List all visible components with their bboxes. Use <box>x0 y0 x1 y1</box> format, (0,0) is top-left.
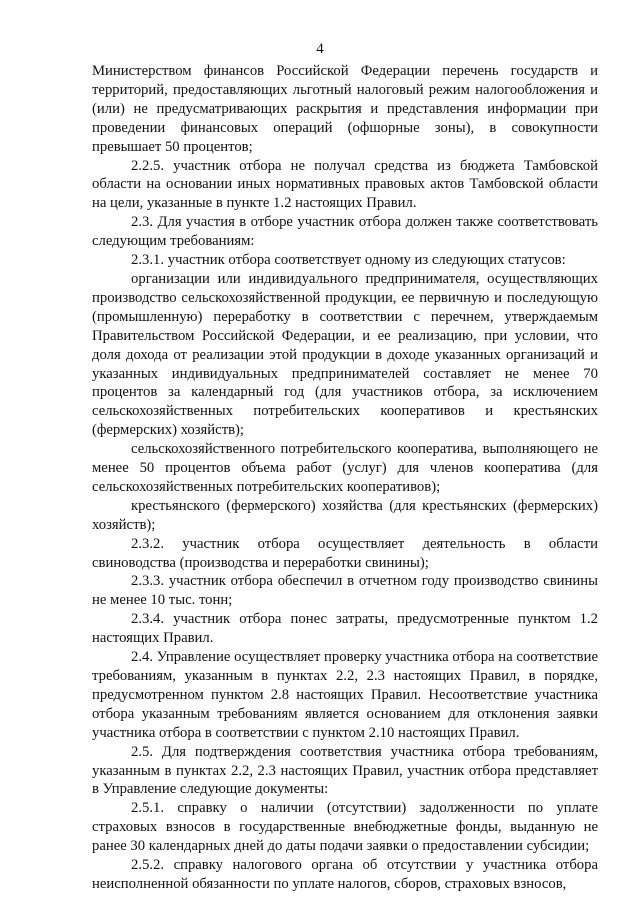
paragraph-2-4: 2.4. Управление осуществляет проверку участника отбора на соответствие требованиям, указанным в пунктах 2.2, 2.3 настоящих Правил, в порядке, предусмотренном пунктом 2.8 настоящих Правил. Несоответствие участника отбора указанным требованиям является основанием для отклонения заявки участника отбора в соответствии с пунктом 2.10 настоящих Правил. <box>92 649 598 741</box>
paragraph-2-5: 2.5. Для подтверждения соответствия участника отбора требованиям, указанным в пунктах 2.2, 2.3 настоящих Правил, участник отбора представляет в Управление следующие документы: <box>92 743 598 798</box>
paragraph-status-farm: крестьянского (фермерского) хозяйства (для крестьянских (фермерских) хозяйств); <box>92 497 598 533</box>
paragraph-2-3-3: 2.3.3. участник отбора обеспечил в отчетном году производство свинины не менее 10 тыс. тонн; <box>92 573 598 609</box>
page-number: 4 <box>316 41 324 57</box>
paragraph-status-organization: организации или индивидуального предпринимателя, осуществляющих производство сельскохозяйственной продукции, ее первичную и последующую (промышленную) переработку в соответствии с перечнем, утверждаемым Правительством Российской Федерации, и ее реализацию, при условии, что доля дохода от реализации этой продукции в доходе указанных организаций и указанных индивидуальных предпринимателей составляет не менее 70 процентов за календарный год (для участников отбора, за исключением сельскохозяйственных потребительских кооперативов и крестьянских (фермерских) хозяйств); <box>92 270 598 439</box>
paragraph-2-3-2: 2.3.2. участник отбора осуществляет деятельность в области свиноводства (производства и переработки свинины); <box>92 535 598 571</box>
document-body <box>92 62 598 894</box>
paragraph-status-cooperative: сельскохозяйственного потребительского кооператива, выполняющего не менее 50 процентов объема работ (услуг) для членов кооператива (для сельскохозяйственных потребительских кооперативов); <box>92 441 598 495</box>
paragraph-continuation: Министерством финансов Российской Федерации перечень государств и территорий, предоставляющих льготный налоговый режим налогообложения и (или) не предусматривающих раскрытия и представления информации при проведении финансовых операций (офшорные зоны), в совокупности превышает 50 процентов; <box>92 63 598 155</box>
paragraph-2-2-5: 2.2.5. участник отбора не получал средства из бюджета Тамбовской области на основании иных нормативных правовых актов Тамбовской области на цели, указанные в пункте 1.2 настоящих Правил. <box>92 157 598 212</box>
paragraph-2-3: 2.3. Для участия в отборе участник отбора должен также соответствовать следующим требованиям: <box>92 214 598 250</box>
paragraph-2-5-1: 2.5.1. справку о наличии (отсутствии) задолженности по уплате страховых взносов в государственные внебюджетные фонды, выданную не ранее 30 календарных дней до даты подачи заявки о предоставлении субсидии; <box>92 800 598 855</box>
paragraph-2-3-1: 2.3.1. участник отбора соответствует одному из следующих статусов: <box>131 252 566 269</box>
paragraph-2-3-4: 2.3.4. участник отбора понес затраты, предусмотренные пунктом 1.2 настоящих Правил. <box>92 611 598 647</box>
paragraph-2-5-2: 2.5.2. справку налогового органа об отсутствии у участника отбора неисполненной обязанности по уплате налогов, сборов, страховых взносов, <box>92 857 598 892</box>
